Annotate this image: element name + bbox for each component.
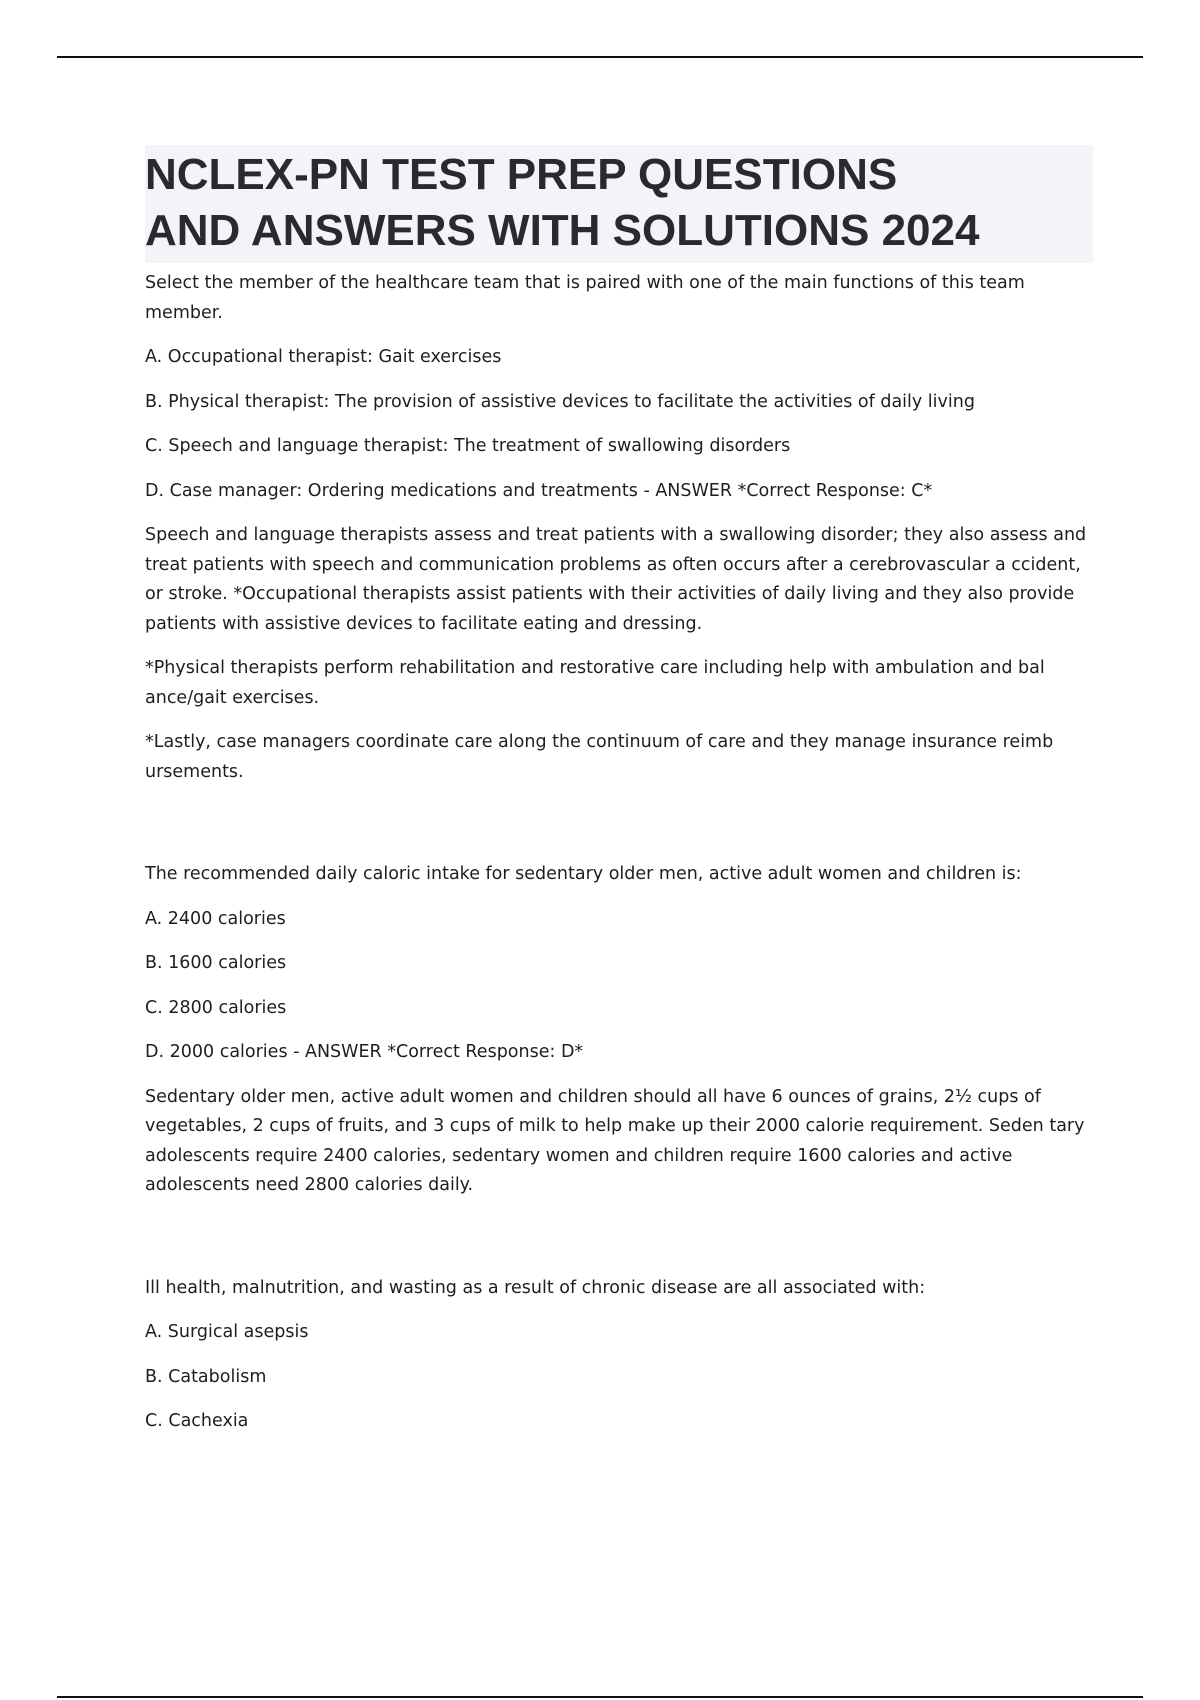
document-title [145,145,1093,263]
answer-option: C. Cachexia [145,1411,249,1431]
explanation-paragraph: Sedentary older men, active adult women and children should all have 6 ounces of grains, 2½ cups of vegetables, 2 cups of fruits, and 3 cups of milk to help make up their 2000 calorie requirement. Seden tary adolescents require 2400 calories, sedentary women and children require 1600 calories and active adolescents need 2800 calories daily. [145,1086,1085,1195]
header-rule [57,56,1143,58]
question-stem: Select the member of the healthcare team that is paired with one of the main functions of this team member. [145,273,1025,323]
question-block [145,860,1093,1201]
question-spacer [145,802,1093,860]
title-line: NCLEX-PN TEST PREP QUESTIONS [145,150,898,199]
answer-option: D. 2000 calories - ANSWER *Correct Response: D* [145,1042,584,1062]
answer-option: A. 2400 calories [145,908,286,929]
explanation-paragraph: *Lastly, case managers coordinate care along the continuum of care and they manage insurance reimb ursements. [145,732,1054,782]
question-block [145,269,1093,787]
answer-option: D. Case manager: Ordering medications and treatments - ANSWER *Correct Response: C* [145,480,933,501]
footer-rule [57,1696,1143,1698]
document-body [145,145,1093,1452]
question-stem: Ill health, malnutrition, and wasting as a result of chronic disease are all associated with: [145,1277,926,1298]
question-spacer [145,1216,1093,1274]
answer-option: B. Catabolism [145,1366,267,1387]
question-block [145,1274,1093,1437]
explanation-paragraph: *Physical therapists perform rehabilitation and restorative care including help with ambulation and bal ance/gait exercises. [145,658,1045,708]
title-line: AND ANSWERS WITH SOLUTIONS 2024 [145,206,980,255]
answer-option: A. Occupational therapist: Gait exercises [145,347,502,367]
answer-option: B. 1600 calories [145,953,287,973]
explanation-paragraph: Speech and language therapists assess and treat patients with a swallowing disorder; they also assess and treat patients with speech and communication problems as often occurs after a cerebrovascular a ccident, or stroke. *Occupational therapists assist patients with their activities of daily living and they also provide patients with assistive devices to facilitate eating and dressing. [145,525,1087,634]
answer-option: C. Speech and language therapist: The treatment of swallowing disorders [145,436,791,456]
answer-option: B. Physical therapist: The provision of assistive devices to facilitate the activities of daily living [145,391,975,412]
answer-option: A. Surgical asepsis [145,1322,309,1342]
answer-option: C. 2800 calories [145,997,287,1018]
question-stem: The recommended daily caloric intake for sedentary older men, active adult women and children is: [145,864,1022,884]
